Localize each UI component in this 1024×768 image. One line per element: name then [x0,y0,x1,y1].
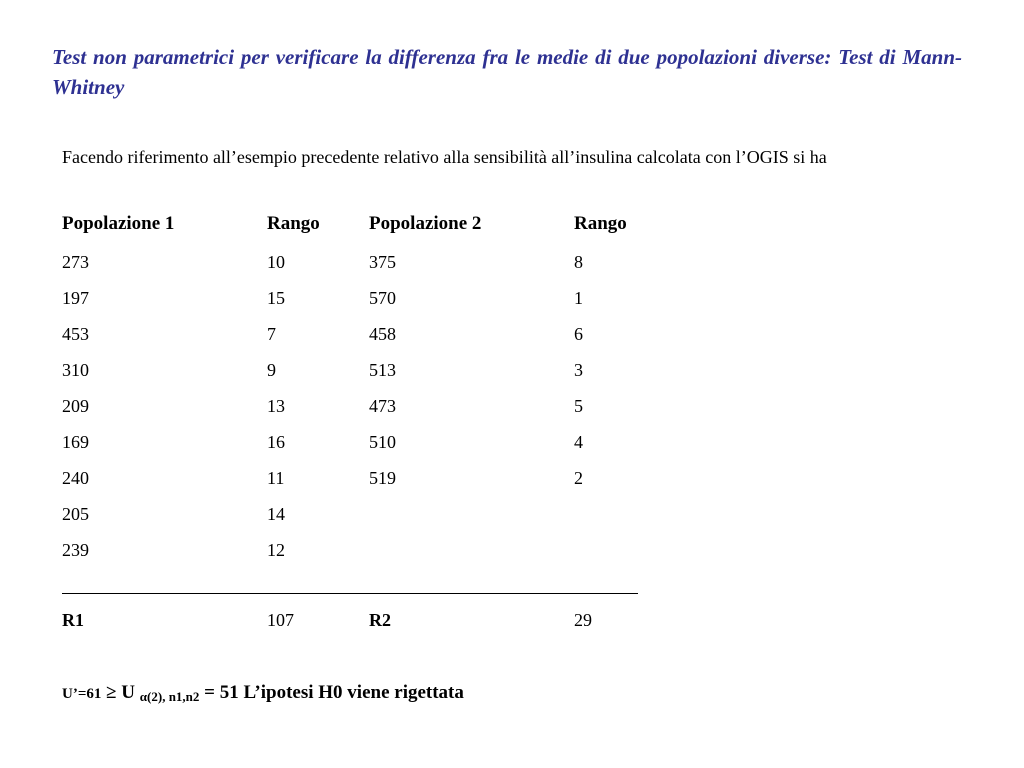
cell-rango1: 16 [267,432,285,452]
cell-rango1: 10 [267,252,285,272]
cell-rango2: 6 [574,324,583,344]
table-row [62,394,662,418]
intro-paragraph: Facendo riferimento all’esempio precedente relativo alla sensibilità all’insulina calcolata con l’OGIS si ha [62,147,827,167]
cell-pop1: 240 [62,468,89,488]
total-label-r2: R2 [369,610,391,630]
table-header [62,212,662,236]
cell-rango1: 11 [267,468,285,488]
cell-pop2: 510 [369,432,396,452]
cell-rango2: 2 [574,468,583,488]
conclusion-formula [62,682,464,705]
header-rango-1: Rango [267,213,320,234]
cell-rango1: 15 [267,288,285,308]
critical-value-subscript: α(2), n1,n2 [139,689,200,704]
cell-rango2: 3 [574,360,583,380]
cell-rango1: 12 [267,540,285,560]
table-row [62,430,662,454]
cell-pop1: 169 [62,432,89,452]
slide-title: Test non parametrici per verificare la differenza fra le medie di due popolazioni diverse: Test di Mann-Whitney [52,45,962,99]
table-row [62,466,662,490]
cell-pop2: 458 [369,324,396,344]
cell-pop2: 473 [369,396,396,416]
cell-pop2: 570 [369,288,396,308]
cell-pop1: 205 [62,504,89,524]
table-row [62,358,662,382]
cell-pop1: 310 [62,360,89,380]
cell-pop2: 513 [369,360,396,380]
cell-rango2: 5 [574,396,583,416]
header-popolazione-2: Popolazione 2 [369,213,482,234]
table-row [62,502,662,526]
table-row [62,538,662,562]
cell-pop1: 209 [62,396,89,416]
comparison-operator: ≥ U [106,682,136,703]
table-row [62,286,662,310]
table-totals-row [62,608,662,632]
cell-rango1: 9 [267,360,276,380]
cell-pop2: 375 [369,252,396,272]
cell-rango1: 13 [267,396,285,416]
table-row [62,250,662,274]
total-value-r2: 29 [574,610,592,630]
cell-rango2: 1 [574,288,583,308]
cell-rango1: 7 [267,324,276,344]
cell-pop1: 273 [62,252,89,272]
total-value-r1: 107 [267,610,294,630]
table-separator [62,593,638,594]
cell-rango1: 14 [267,504,285,524]
table-row [62,322,662,346]
cell-pop1: 239 [62,540,89,560]
header-popolazione-1: Popolazione 1 [62,213,175,234]
header-rango-2: Rango [574,213,627,234]
conclusion-text: = 51 L’ipotesi H0 viene rigettata [204,682,464,703]
cell-pop1: 453 [62,324,89,344]
cell-rango2: 4 [574,432,583,452]
cell-pop2: 519 [369,468,396,488]
cell-pop1: 197 [62,288,89,308]
u-prime-value: U’=61 [62,686,102,702]
cell-rango2: 8 [574,252,583,272]
total-label-r1: R1 [62,610,84,630]
